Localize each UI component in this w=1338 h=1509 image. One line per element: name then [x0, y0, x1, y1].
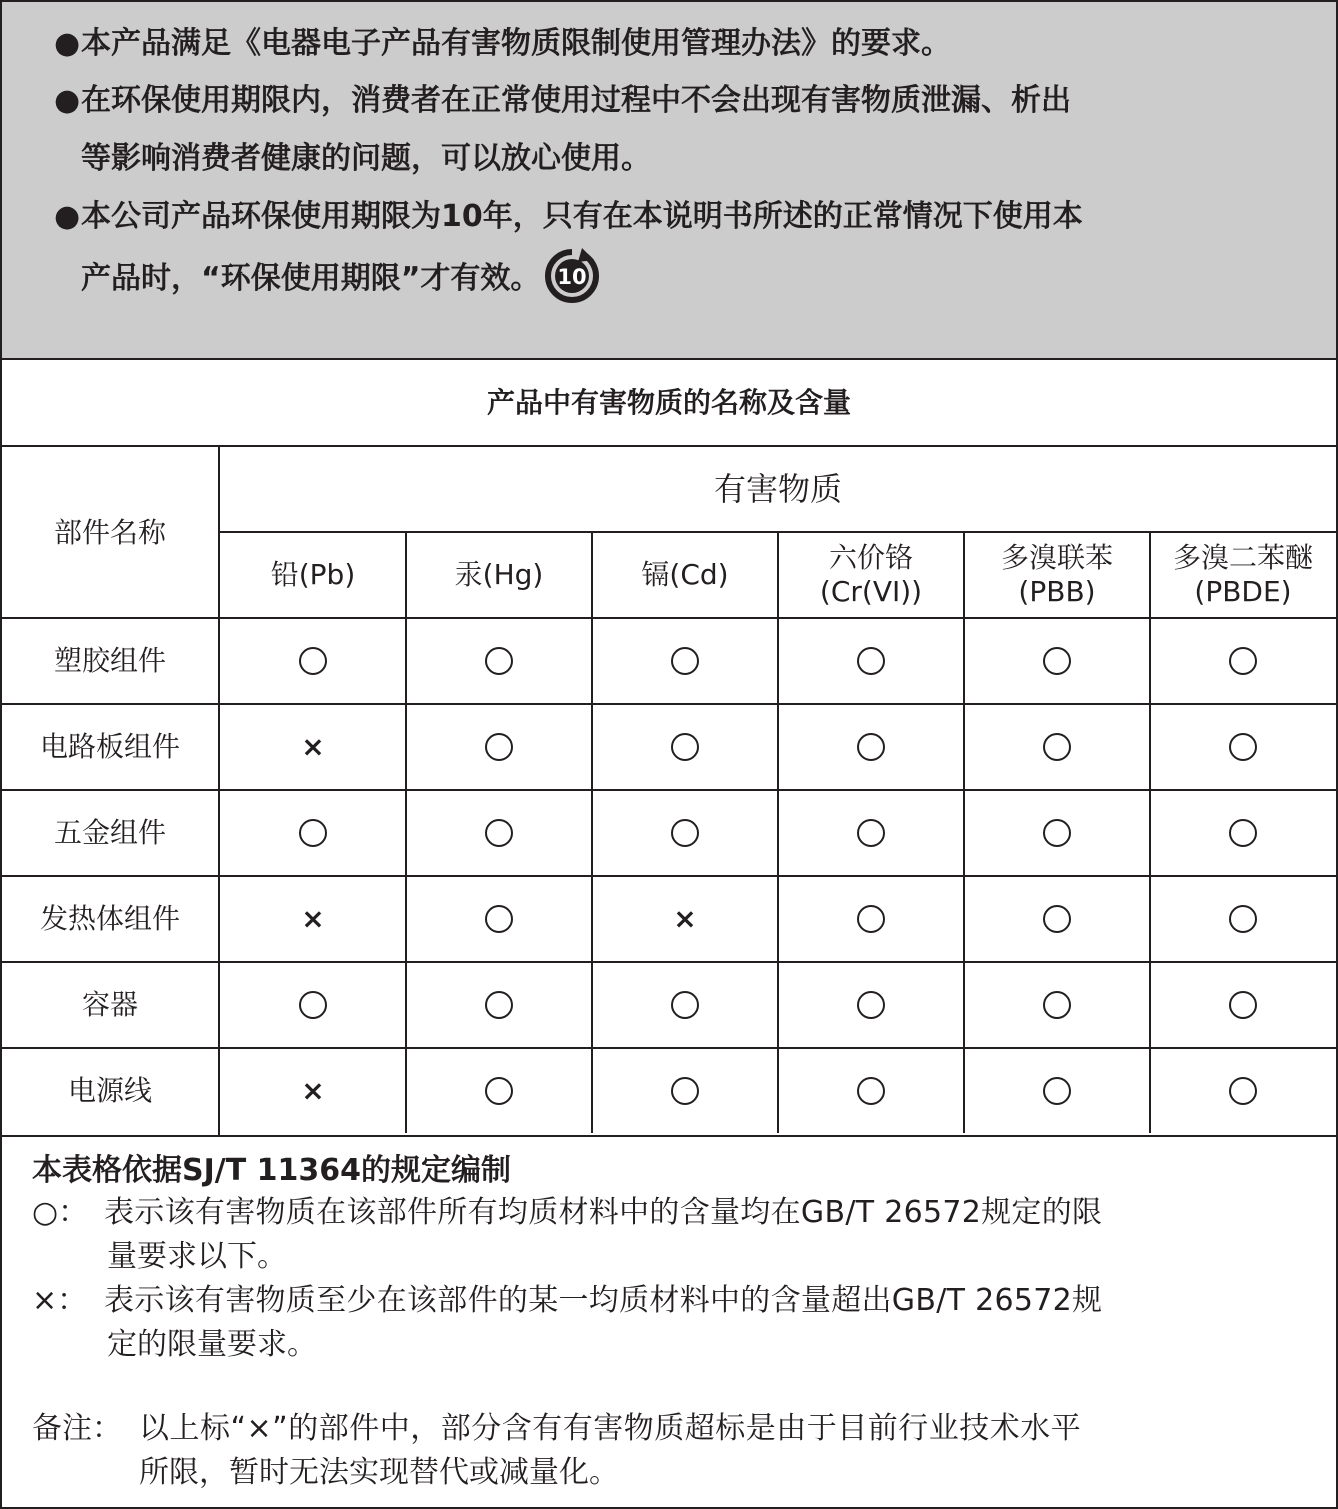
- substance-value-cell: [220, 705, 406, 789]
- compliant-circle-mark: [485, 1077, 513, 1105]
- substance-value-cell: [778, 963, 964, 1047]
- substance-value-cell: [964, 791, 1150, 875]
- column-header: [964, 533, 1150, 617]
- substance-value-cell: [1150, 877, 1336, 961]
- notice-text: 本产品满足《电器电子产品有害物质限制使用管理办法》的要求。: [81, 26, 951, 61]
- substance-value-cell: [406, 1049, 592, 1133]
- compliant-circle-mark: [671, 1077, 699, 1105]
- substance-value-cell: [964, 705, 1150, 789]
- bullet-icon: ●: [54, 83, 81, 118]
- compliant-circle-mark: [485, 819, 513, 847]
- compliant-circle-mark: [857, 1077, 885, 1105]
- table-basis: 本表格依据SJ/T 11364的规定编制: [32, 1153, 512, 1188]
- compliant-circle-mark: [671, 733, 699, 761]
- substance-value-cell: [406, 705, 592, 789]
- compliant-circle-mark: [299, 819, 327, 847]
- remark-label: 备注：: [32, 1411, 122, 1446]
- substance-value-cell: [964, 1049, 1150, 1133]
- compliant-circle-mark: [1043, 647, 1071, 675]
- substance-value-cell: [220, 1049, 406, 1133]
- remark-text-continued: 所限，暂时无法实现替代或减量化。: [139, 1455, 619, 1490]
- bullet-icon: ●: [54, 199, 81, 234]
- substance-value-cell: [406, 619, 592, 703]
- cross-legend-text-continued: 定的限量要求。: [107, 1327, 317, 1362]
- compliant-circle-mark: [1043, 819, 1071, 847]
- substance-value-cell: [592, 963, 778, 1047]
- circle-legend-text: 表示该有害物质在该部件所有均质材料中的含量均在GB/T 26572规定的限: [104, 1195, 1103, 1230]
- compliant-circle-mark: [671, 647, 699, 675]
- compliant-circle-mark: [299, 647, 327, 675]
- notice-text: 本公司产品环保使用期限为10年，只有在本说明书所述的正常情况下使用本: [81, 199, 1083, 234]
- notice-text-continued: [54, 246, 1083, 308]
- bullet-icon: ●: [54, 26, 81, 61]
- column-header-symbol: (PBDE): [1194, 575, 1292, 608]
- column-header-symbol: (Cr(VI)): [819, 575, 923, 608]
- epup-icon-label: 10: [557, 265, 588, 289]
- part-name-header: 部件名称: [53, 515, 166, 549]
- compliant-circle-mark: [1043, 991, 1071, 1019]
- substance-value-cell: [778, 1049, 964, 1133]
- notice-text-last: 产品时，“环保使用期限”才有效。: [81, 261, 541, 296]
- epup-10-icon: [542, 246, 602, 306]
- compliant-circle-mark: [299, 991, 327, 1019]
- column-header-name: 汞(Hg): [454, 558, 544, 591]
- substance-value-cell: [964, 619, 1150, 703]
- substance-value-cell: [220, 877, 406, 961]
- compliant-circle-mark: [671, 819, 699, 847]
- substance-value-cell: [778, 791, 964, 875]
- table-title: 产品中有害物质的名称及含量: [486, 386, 851, 419]
- compliant-circle-mark: [857, 819, 885, 847]
- environmental-notice: [2, 2, 1336, 360]
- column-header: [778, 533, 964, 617]
- compliant-circle-mark: [485, 991, 513, 1019]
- compliant-circle-mark: [1229, 733, 1257, 761]
- compliant-circle-mark: [485, 905, 513, 933]
- substance-value-cell: [592, 877, 778, 961]
- compliant-circle-mark: [1043, 905, 1071, 933]
- substance-value-cell: [592, 619, 778, 703]
- substance-value-cell: [592, 791, 778, 875]
- compliant-circle-mark: [671, 991, 699, 1019]
- exceeds-cross-mark: ×: [301, 902, 325, 935]
- column-header-name: 镉(Cd): [641, 558, 729, 591]
- notice-item-1: [54, 15, 951, 73]
- row-part-name: 五金组件: [53, 816, 166, 849]
- row-part-name: 发热体组件: [39, 902, 180, 935]
- substance-value-cell: [964, 963, 1150, 1047]
- row-part-name: 电源线: [67, 1074, 152, 1107]
- exceeds-cross-mark: ×: [673, 902, 697, 935]
- compliant-circle-mark: [1043, 733, 1071, 761]
- substance-value-cell: [1150, 619, 1336, 703]
- substance-value-cell: [406, 963, 592, 1047]
- notice-item-3: [54, 188, 1083, 308]
- row-part-name: 容器: [81, 988, 138, 1021]
- compliant-circle-mark: [857, 991, 885, 1019]
- substance-header: 有害物质: [713, 470, 842, 508]
- column-header: [406, 533, 592, 617]
- cross-legend-text: 表示该有害物质至少在该部件的某一均质材料中的含量超出GB/T 26572规: [104, 1283, 1103, 1318]
- compliant-circle-mark: [1229, 991, 1257, 1019]
- column-header-symbol: (PBB): [1018, 575, 1096, 608]
- column-header-name: 多溴二苯醚: [1172, 541, 1313, 574]
- column-header: [1150, 533, 1336, 617]
- column-header-name: 铅(Pb): [270, 558, 356, 591]
- notice-item-2: [54, 72, 1071, 188]
- substance-value-cell: [778, 619, 964, 703]
- column-header-name: 六价铬: [828, 541, 913, 574]
- compliant-circle-mark: [1043, 1077, 1071, 1105]
- compliant-circle-mark: [1229, 819, 1257, 847]
- row-part-name: 塑胶组件: [53, 644, 166, 677]
- substance-value-cell: [592, 1049, 778, 1133]
- row-part-name: 电路板组件: [39, 730, 180, 763]
- compliant-circle-mark: [857, 733, 885, 761]
- notice-text: 在环保使用期限内，消费者在正常使用过程中不会出现有害物质泄漏、析出: [81, 83, 1071, 118]
- compliant-circle-mark: [485, 733, 513, 761]
- substance-value-cell: [592, 705, 778, 789]
- notice-text-continued: 等影响消费者健康的问题，可以放心使用。: [81, 141, 651, 176]
- substance-value-cell: [220, 619, 406, 703]
- substance-value-cell: [1150, 791, 1336, 875]
- compliant-circle-mark: [1229, 1077, 1257, 1105]
- substance-value-cell: [1150, 1049, 1336, 1133]
- compliant-circle-mark: [1229, 905, 1257, 933]
- exceeds-cross-mark: ×: [301, 1074, 325, 1107]
- substance-value-cell: [1150, 963, 1336, 1047]
- circle-legend-mark: ○：: [32, 1195, 89, 1230]
- circle-legend-text-continued: 量要求以下。: [107, 1239, 287, 1274]
- exceeds-cross-mark: ×: [301, 730, 325, 763]
- substance-value-cell: [964, 877, 1150, 961]
- substance-value-cell: [778, 877, 964, 961]
- substance-value-cell: [778, 705, 964, 789]
- substance-value-cell: [1150, 705, 1336, 789]
- compliant-circle-mark: [1229, 647, 1257, 675]
- substance-value-cell: [220, 963, 406, 1047]
- compliant-circle-mark: [857, 647, 885, 675]
- remark-text: 以上标“×”的部件中，部分含有有害物质超标是由于目前行业技术水平: [139, 1411, 1082, 1446]
- column-header-name: 多溴联苯: [1000, 541, 1113, 574]
- substance-value-cell: [406, 791, 592, 875]
- compliant-circle-mark: [485, 647, 513, 675]
- substance-value-cell: [220, 791, 406, 875]
- column-header: [220, 533, 406, 617]
- substance-value-cell: [406, 877, 592, 961]
- column-header: [592, 533, 778, 617]
- cross-legend-mark: ×：: [32, 1283, 88, 1318]
- compliant-circle-mark: [857, 905, 885, 933]
